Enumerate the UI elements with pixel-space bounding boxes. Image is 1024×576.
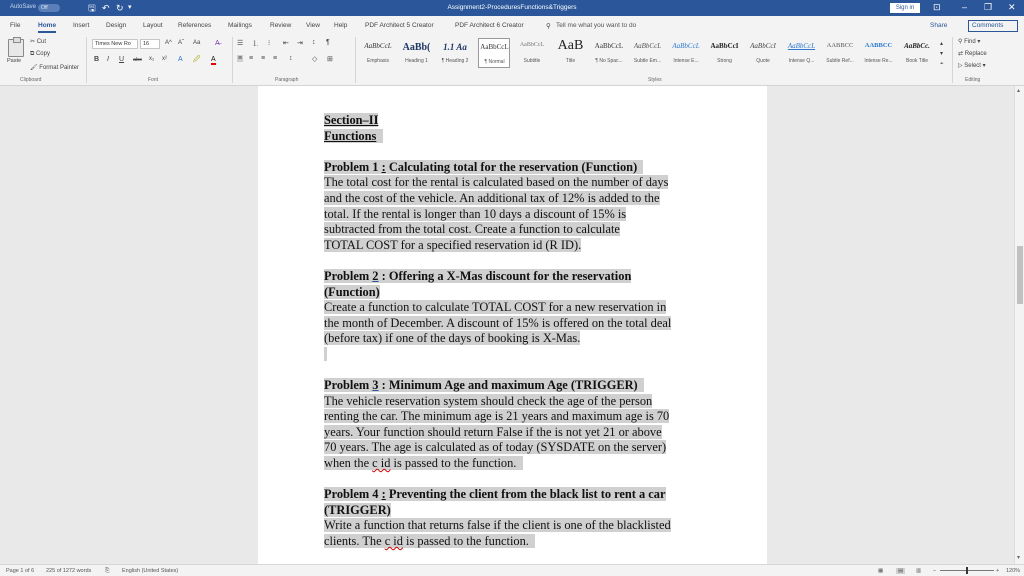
- style-name: Quote: [756, 58, 770, 64]
- style-name: ¶ No Spac...: [595, 58, 623, 64]
- p1-num: Problem 1: [324, 159, 382, 174]
- redo-icon[interactable]: ↻: [116, 3, 124, 13]
- p3-line: renting the car. The minimum age is 21 years and maximum age is 70: [324, 409, 670, 424]
- replace-label: Replace: [964, 51, 987, 57]
- select-button[interactable]: ▷ Select ▾: [958, 63, 986, 69]
- ribbon-display-icon[interactable]: ⊡: [933, 2, 941, 12]
- font-group-label: Font: [148, 77, 159, 83]
- tab-pdf-architect-5[interactable]: PDF Architect 5 Creator: [365, 22, 434, 29]
- p2-digit: 2: [372, 268, 379, 283]
- document-canvas[interactable]: [0, 86, 1014, 564]
- p4-title-cont: (TRIGGER): [324, 502, 391, 517]
- superscript-button[interactable]: x²: [162, 56, 167, 62]
- minimize-icon[interactable]: –: [962, 2, 968, 12]
- autosave-toggle[interactable]: Off: [38, 4, 60, 12]
- p2-title: Offering a X-Mas discount for the reservation: [385, 268, 632, 283]
- paste-icon[interactable]: [8, 39, 24, 57]
- p2-line: (before tax) if one of the days of booking is X-Mas.: [324, 331, 581, 346]
- styles-scroll-down-icon[interactable]: ▾: [940, 51, 944, 57]
- find-button[interactable]: ⚲ Find ▾: [958, 39, 981, 45]
- customize-qat-icon[interactable]: ▾: [128, 4, 132, 11]
- tab-mailings[interactable]: Mailings: [228, 22, 252, 29]
- style-item[interactable]: [709, 38, 741, 68]
- style-sample: AaBbCcL: [672, 42, 700, 50]
- style-sample: 1.1 Aa: [443, 42, 467, 52]
- shading-button[interactable]: ◇: [312, 56, 318, 63]
- p3-line: The vehicle reservation system should check the age of the person: [324, 393, 653, 408]
- styles-scroll-up-icon[interactable]: ▴: [940, 41, 944, 47]
- align-right-button[interactable]: ≡: [261, 55, 266, 62]
- show-formatting-button[interactable]: ¶: [326, 39, 330, 46]
- clear-formatting-button[interactable]: A̶: [215, 40, 220, 47]
- p4-colon: :: [381, 487, 386, 502]
- blank-highlight: [324, 347, 327, 361]
- p3-title: Minimum Age and maximum Age (TRIGGER): [385, 378, 638, 393]
- style-item[interactable]: [593, 38, 625, 68]
- zoom-slider-knob[interactable]: [966, 567, 968, 574]
- cut-label: Cut: [36, 39, 47, 45]
- font-color-button[interactable]: A: [211, 56, 216, 63]
- style-item[interactable]: [439, 38, 471, 68]
- increase-indent-button[interactable]: ⇥: [297, 40, 303, 47]
- format-painter-button[interactable]: 🖌 Format Painter: [30, 65, 79, 71]
- p1-line: total. If the rental is longer than 10 days a discount of 15% is: [324, 206, 627, 221]
- p3-num: Problem: [324, 378, 373, 393]
- editing-group-label: Editing: [965, 77, 981, 83]
- p4-title-line2: [324, 503, 391, 517]
- style-item[interactable]: [362, 38, 394, 68]
- style-name: Strong: [717, 58, 732, 64]
- grow-font-button[interactable]: A^: [165, 40, 172, 46]
- style-item[interactable]: [632, 38, 664, 68]
- bullets-button[interactable]: ☰: [237, 40, 244, 47]
- style-sample: AaBbCcL: [633, 42, 662, 50]
- document-title: Assignment2-ProceduresFunctions&Triggers: [447, 4, 577, 11]
- tab-view[interactable]: View: [306, 22, 320, 29]
- style-name: Subtle Em...: [633, 58, 662, 64]
- tab-file[interactable]: File: [10, 22, 21, 29]
- style-name: Intense Q...: [788, 58, 815, 64]
- replace-button[interactable]: ⇄ Replace: [958, 51, 987, 57]
- style-name: ¶ Heading 2: [441, 58, 469, 64]
- p2-num: Problem: [324, 268, 373, 283]
- p4-last-line: [324, 534, 535, 548]
- p4-line: Write a function that returns false if the client is one of the blacklisted: [324, 518, 671, 533]
- style-sample: AABBCC: [826, 42, 854, 49]
- style-name: Book Title: [906, 58, 928, 64]
- style-sample: AaBbCcL: [480, 43, 509, 51]
- subscript-button[interactable]: x₂: [149, 56, 155, 62]
- tab-pdf-architect-6[interactable]: PDF Architect 6 Creator: [455, 22, 524, 29]
- italic-button[interactable]: I: [107, 56, 109, 63]
- style-item[interactable]: [824, 38, 856, 68]
- style-name: Subtitle: [523, 58, 541, 64]
- style-item[interactable]: [747, 38, 779, 68]
- p3-cid: c id: [372, 456, 391, 471]
- strikethrough-button[interactable]: abc: [133, 57, 142, 63]
- underline-button[interactable]: U: [119, 56, 125, 63]
- style-sample: AaBbCcI: [750, 42, 776, 50]
- p4-last-post: is passed to the function.: [402, 534, 529, 549]
- tab-review[interactable]: Review: [270, 22, 292, 29]
- style-item[interactable]: [555, 38, 587, 68]
- p1-line: TOTAL COST for a specified reservation id (R ID).: [324, 237, 582, 252]
- proofing-icon[interactable]: ⎘: [105, 568, 110, 574]
- styles-group-label: Styles: [648, 77, 662, 83]
- font-size-box[interactable]: 16: [140, 39, 160, 49]
- problem-4-heading: [324, 487, 666, 501]
- p2-title-cont: (Function): [324, 284, 380, 299]
- style-item[interactable]: [670, 38, 702, 68]
- problem-1-heading: [324, 160, 643, 174]
- p4-last-pre: clients. The: [324, 534, 385, 549]
- copy-button[interactable]: ⧉ Copy: [30, 51, 50, 57]
- undo-icon[interactable]: ↶: [102, 3, 110, 13]
- tell-me-input[interactable]: Tell me what you want to do: [556, 22, 637, 29]
- tab-design[interactable]: Design: [106, 22, 127, 29]
- paste-button[interactable]: Paste: [7, 58, 22, 64]
- align-left-button[interactable]: ≡: [238, 55, 243, 62]
- style-sample: AaBbCcL: [787, 42, 816, 50]
- cut-button[interactable]: ✂ Cut: [30, 39, 47, 45]
- zoom-in-icon[interactable]: +: [996, 568, 1000, 574]
- vertical-scrollbar[interactable]: [1014, 86, 1024, 564]
- document-body[interactable]: [324, 113, 724, 550]
- find-label: Find: [964, 39, 976, 45]
- p2-line: the month of December. A discount of 15% is offered on the total deal: [324, 315, 672, 330]
- page-count[interactable]: Page 1 of 6: [6, 568, 35, 574]
- p2-title-line2: [324, 285, 380, 299]
- justify-button[interactable]: ≡: [273, 55, 278, 62]
- paragraph-group-label: Paragraph: [275, 77, 299, 83]
- problem-2-heading: [324, 269, 631, 283]
- document-page[interactable]: [258, 86, 767, 564]
- status-bar: [0, 564, 1024, 576]
- problem-3-heading: [324, 378, 644, 392]
- zoom-level[interactable]: 120%: [1006, 568, 1021, 574]
- style-name: Subtle Ref...: [826, 58, 854, 64]
- style-name: ¶ Normal: [484, 59, 505, 65]
- p2-line: Create a function to calculate TOTAL COST for a new reservation in: [324, 300, 667, 315]
- zoom-out-icon[interactable]: –: [933, 568, 937, 574]
- close-icon[interactable]: ✕: [1008, 2, 1016, 12]
- comments-button[interactable]: Comments: [968, 20, 1018, 32]
- p1-line: subtracted from the total cost. Create a function to calculate: [324, 222, 620, 237]
- p3-last-line: [324, 456, 523, 470]
- separator: [952, 37, 953, 83]
- p4-title: Preventing the client from the black list to rent a car: [385, 487, 666, 502]
- p1-title: Calculating total for the reservation (Function): [385, 159, 638, 174]
- style-item[interactable]: [401, 38, 433, 68]
- p4-cid: c id: [384, 534, 403, 549]
- copy-label: Copy: [35, 51, 50, 57]
- style-name: Heading 1: [405, 58, 428, 64]
- p3-colon: :: [378, 378, 386, 393]
- change-case-button[interactable]: Aa: [193, 40, 201, 46]
- highlight-button[interactable]: 🖉: [193, 56, 201, 63]
- borders-button[interactable]: ⊞: [327, 56, 333, 63]
- search-icon: ⚲: [546, 23, 551, 30]
- style-name: Title: [565, 58, 576, 64]
- separator: [355, 37, 356, 83]
- word-count[interactable]: 225 of 1272 words: [46, 568, 92, 574]
- p4-num: Problem 4: [324, 487, 382, 502]
- style-item[interactable]: [786, 38, 818, 68]
- separator: [86, 37, 87, 83]
- bold-button[interactable]: B: [94, 56, 100, 63]
- p3-line: years. Your function should return False if the is not yet 21 or above: [324, 424, 662, 439]
- style-item[interactable]: [516, 38, 548, 68]
- section-subtitle-text: Functions: [324, 128, 377, 143]
- ribbon-tabs: [0, 16, 1024, 34]
- multilevel-list-button[interactable]: ⁝: [268, 40, 271, 47]
- ribbon-home: [0, 34, 1024, 86]
- numbering-button[interactable]: ⒈: [252, 41, 259, 48]
- share-button[interactable]: Share: [930, 22, 948, 29]
- style-sample: AaBbCcL: [364, 42, 392, 50]
- style-sample: AaBbCc.: [904, 42, 930, 50]
- center-button[interactable]: ≡: [249, 55, 254, 62]
- autosave-label: AutoSave: [10, 4, 37, 10]
- print-layout-icon[interactable]: ▤: [898, 568, 904, 574]
- select-label: Select: [964, 63, 981, 69]
- separator: [232, 37, 233, 83]
- scroll-down-icon[interactable]: ▾: [1017, 555, 1021, 561]
- read-mode-icon[interactable]: ▦: [878, 568, 884, 574]
- clipboard-group-label: Clipboard: [20, 77, 42, 83]
- style-sample: AaB: [557, 38, 584, 53]
- style-name: Emphasis: [367, 58, 389, 64]
- style-sample: AABBCC: [864, 42, 893, 49]
- style-item[interactable]: [901, 38, 933, 68]
- style-sample: AaBbCcI: [710, 42, 739, 50]
- format-painter-label: Format Painter: [39, 65, 79, 71]
- section-title: [324, 113, 378, 127]
- sign-in-button[interactable]: Sign in: [890, 3, 920, 13]
- p3-last-pre: when the: [324, 456, 373, 471]
- style-item[interactable]: [478, 38, 510, 68]
- style-sample: AaBb(: [402, 42, 431, 53]
- tab-insert[interactable]: Insert: [73, 22, 90, 29]
- tab-help[interactable]: Help: [334, 22, 348, 29]
- shrink-font-button[interactable]: Aˇ: [178, 40, 184, 46]
- style-item[interactable]: [863, 38, 895, 68]
- styles-more-icon[interactable]: ⩡: [940, 61, 944, 67]
- p1-colon: :: [381, 159, 386, 174]
- tab-home[interactable]: Home: [38, 22, 56, 33]
- font-name-box[interactable]: Times New Ro: [92, 39, 138, 49]
- style-name: Intense Re...: [864, 58, 893, 64]
- scroll-thumb[interactable]: [1017, 246, 1023, 304]
- section-subtitle: [324, 129, 383, 143]
- section-title-text: Section–II: [324, 113, 379, 127]
- tab-references[interactable]: References: [178, 22, 212, 29]
- p2-colon: :: [378, 268, 386, 283]
- decrease-indent-button[interactable]: ⇤: [283, 40, 289, 47]
- sort-button[interactable]: ↕: [312, 39, 316, 46]
- style-sample: AaBbCcL: [519, 42, 545, 48]
- style-name: Intense E...: [673, 58, 699, 64]
- p3-line: 70 years. The age is calculated as of today (SYSDATE on the server): [324, 440, 667, 455]
- p1-line: and the cost of the vehicle. An additional tax of 12% is added to the: [324, 190, 660, 205]
- style-sample: AaBbCcL: [594, 42, 624, 50]
- p3-last-post: is passed to the function.: [390, 456, 517, 471]
- tab-layout[interactable]: Layout: [143, 22, 163, 29]
- line-spacing-button[interactable]: ↕: [289, 55, 293, 62]
- restore-icon[interactable]: ❐: [984, 2, 993, 12]
- title-bar: [0, 0, 1024, 16]
- web-layout-icon[interactable]: ▥: [916, 568, 922, 574]
- p3-digit: 3: [372, 378, 379, 393]
- text-effects-button[interactable]: A: [178, 56, 183, 63]
- save-icon[interactable]: 🖫: [88, 3, 96, 13]
- scroll-up-icon[interactable]: ▴: [1017, 88, 1021, 94]
- language-indicator[interactable]: English (United States): [122, 568, 179, 574]
- p1-line: The total cost for the rental is calculated based on the number of days: [324, 175, 669, 190]
